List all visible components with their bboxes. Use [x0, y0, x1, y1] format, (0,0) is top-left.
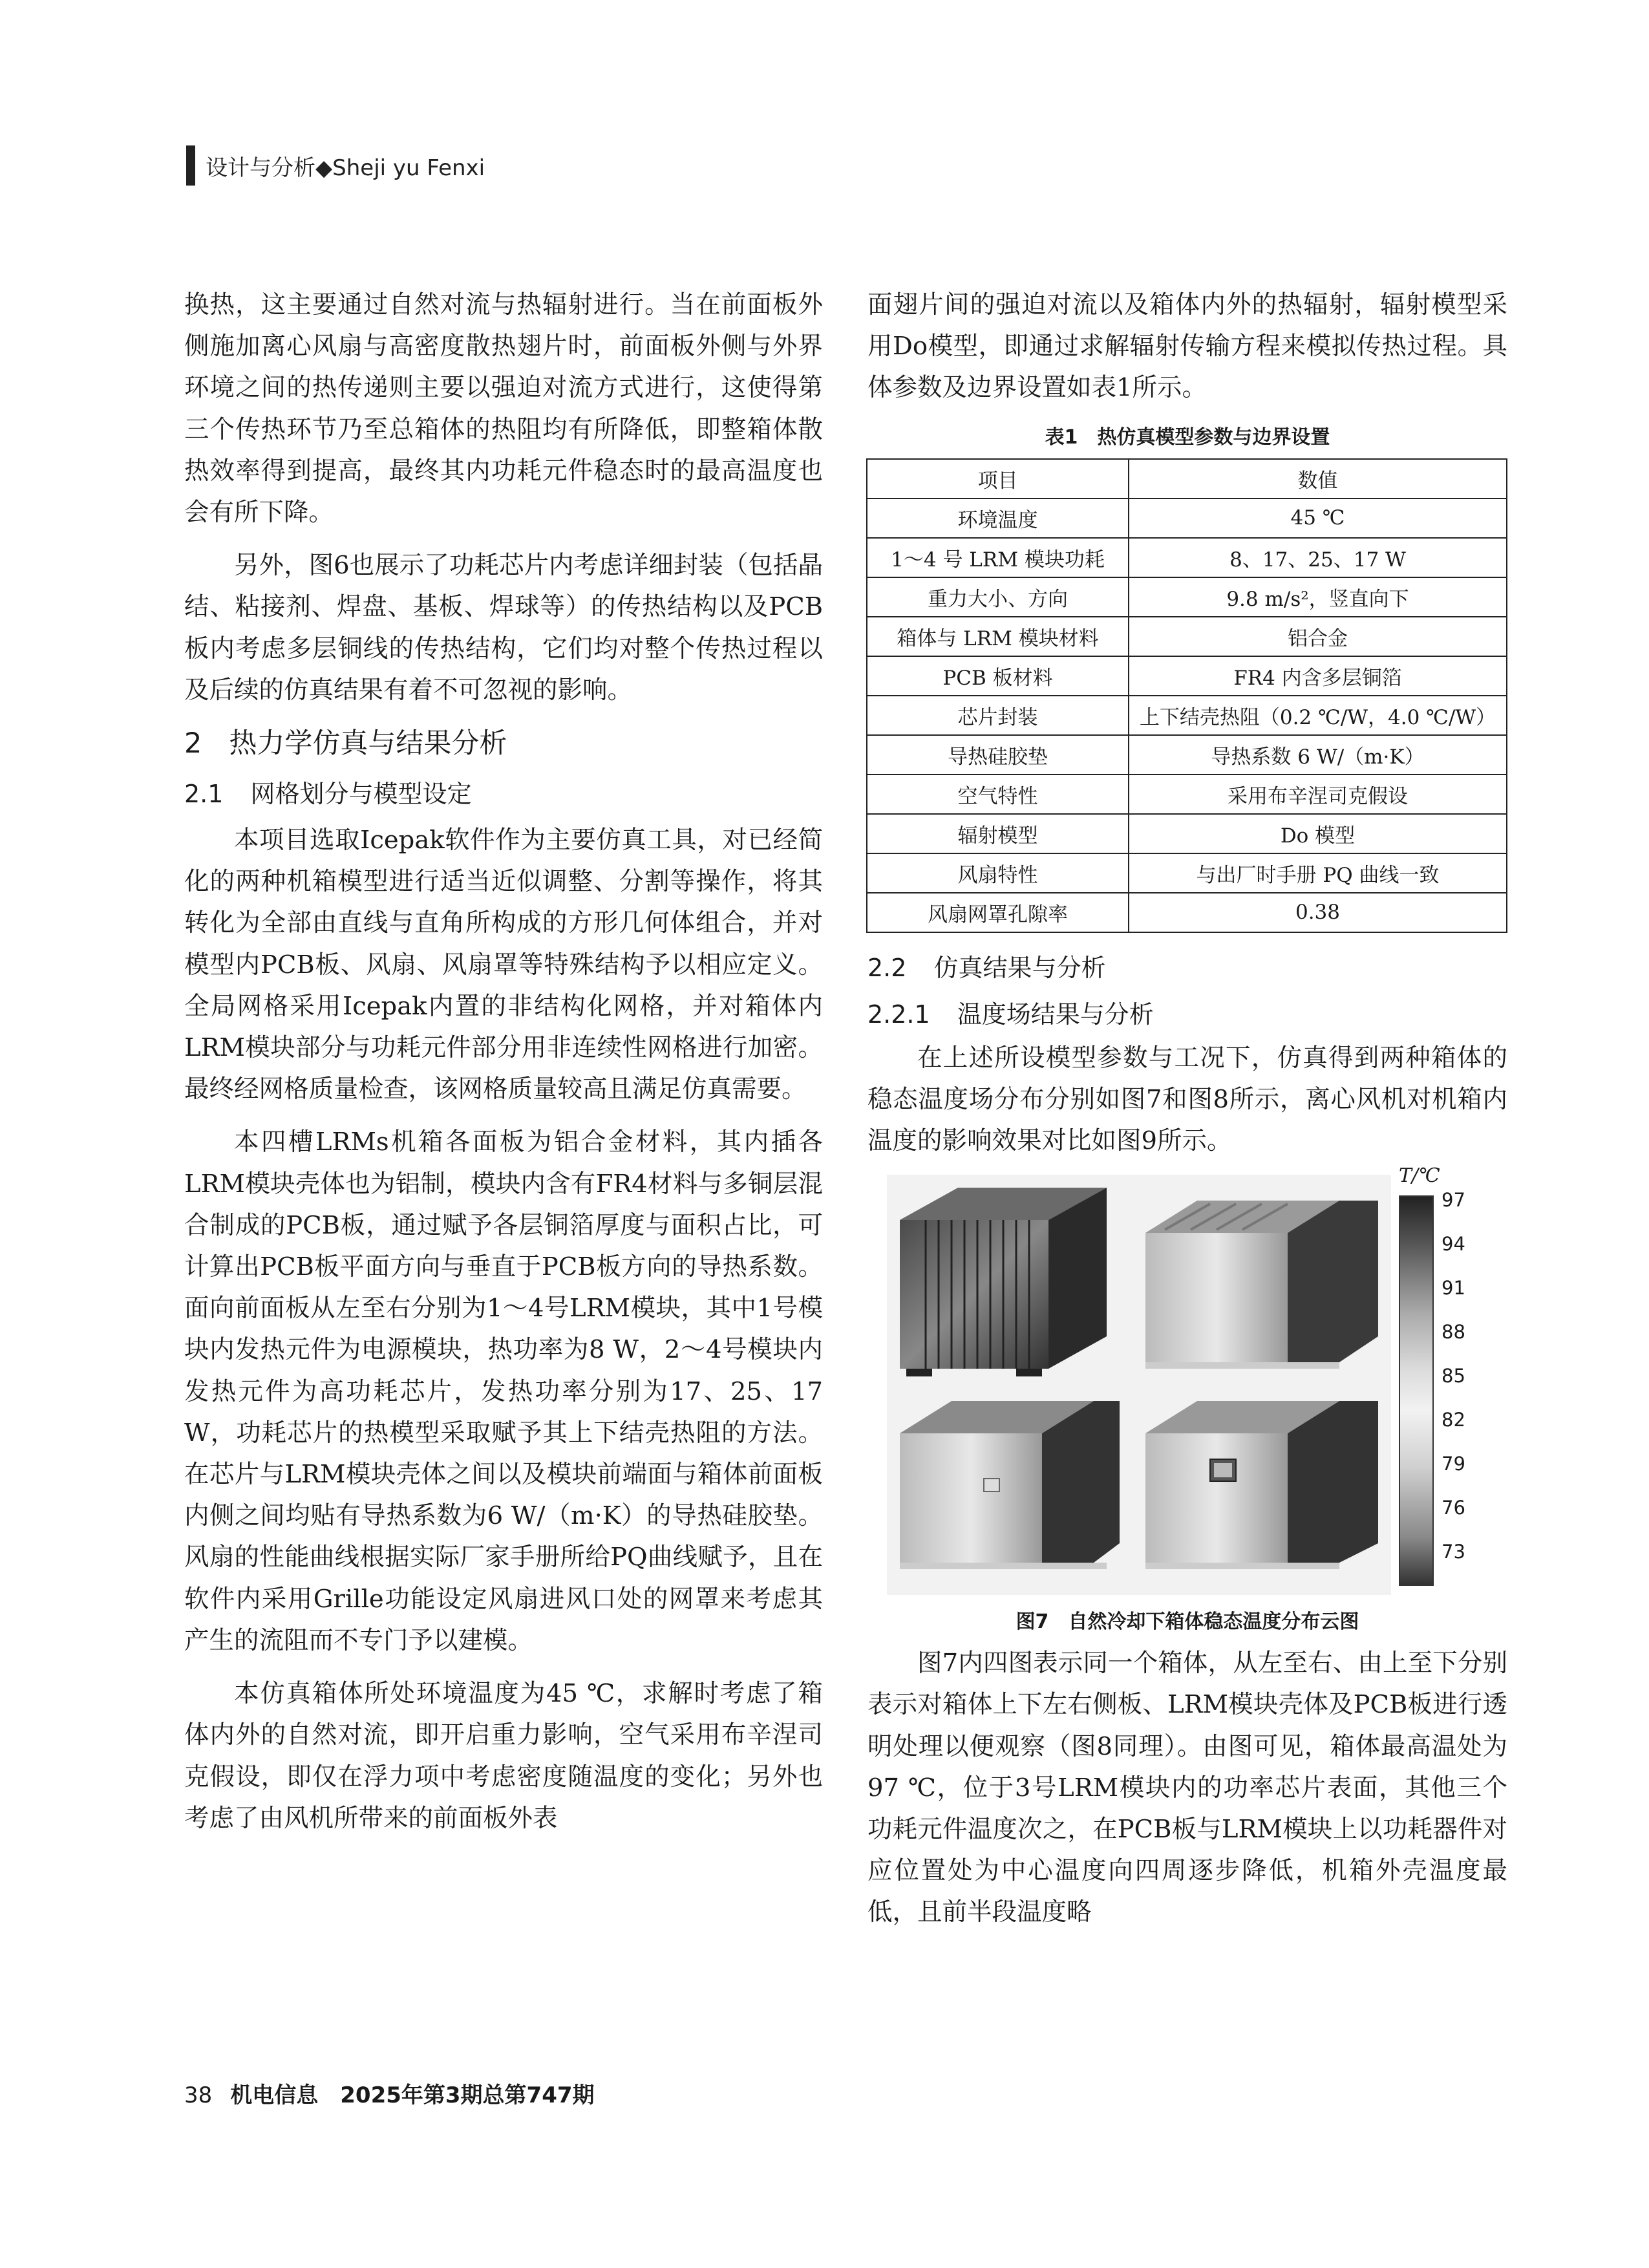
table-cell-value: 采用布辛涅司克假设 [1129, 775, 1507, 814]
table-cell-value: 0.38 [1129, 893, 1507, 932]
table-row [867, 538, 1507, 577]
table-cell-item: 芯片封装 [867, 696, 1129, 735]
table-row [867, 893, 1507, 932]
colorbar-tick: 73 [1442, 1541, 1465, 1563]
section-number: 2.2 [867, 953, 907, 982]
box-view-4 [1145, 1401, 1378, 1569]
table-cell-item: 辐射模型 [867, 814, 1129, 853]
section-title: 仿真结果与分析 [933, 953, 1106, 982]
page-number: 38 [184, 2082, 213, 2108]
subsubsection-heading [867, 994, 1507, 1035]
table-cell-item: 重力大小、方向 [867, 577, 1129, 617]
table-row [867, 814, 1507, 853]
table-cell-item: 空气特性 [867, 775, 1129, 814]
figure-7 [867, 1164, 1507, 1601]
running-header: 设计与分析◆Sheji yu Fenxi [206, 155, 485, 181]
box-view-3 [900, 1401, 1120, 1569]
left-column [184, 284, 823, 1851]
box-view-1 [900, 1188, 1107, 1376]
box-view-2 [1145, 1201, 1378, 1369]
temperature-contour-images [887, 1175, 1391, 1595]
table-row [867, 617, 1507, 656]
table-cell-value: 9.8 m/s²，竖直向下 [1129, 577, 1507, 617]
table-cell-value: 与出厂时手册 PQ 曲线一致 [1129, 853, 1507, 893]
section-title: 温度场结果与分析 [957, 1000, 1154, 1029]
table-cell-value: 45 ℃ [1129, 498, 1507, 538]
parameter-table [866, 458, 1507, 933]
table-row [867, 853, 1507, 893]
paragraph: 本四槽LRMs机箱各面板为铝合金材料，其内插各LRM模块壳体也为铝制，模块内含有FR4材料与多铜层混合制成的PCB板，通过赋予各层铜箔厚度与面积占比，可计算出PCB板平面方向与垂直于PCB板方向的导热系数。面向前面板从左至右分别为1～4号LRM模块，其中1号模块内发热元件为电源模块，热功率为8 W，2～4号模块内发热元件为高功耗芯片，发热功率分别为17、25、17 W，功耗芯片的热模型采取赋予其上下结壳热阻的方法。在芯片与LRM模块壳体之间以及模块前端面与箱体前面板内侧之间均贴有导热系数为6 W/（m·K）的导热硅胶垫。风扇的性能曲线根据实际厂家手册所给PQ曲线赋予，且在软件内采用Grille功能设定风扇进风口处的网罩来考虑其产生的流阻而不专门予以建模。 [184, 1128, 823, 1655]
table-cell-item: PCB 板材料 [867, 656, 1129, 696]
colorbar-tick: 97 [1442, 1189, 1465, 1212]
header-bar [186, 145, 195, 186]
section-number: 2.1 [184, 780, 224, 809]
paragraph: 换热，这主要通过自然对流与热辐射进行。当在前面板外侧施加离心风扇与高密度散热翅片时，前面板外侧与外界环境之间的热传递则主要以强迫对流方式进行，这使得第三个传热环节乃至总箱体的热阻均有所降低，即整箱体散热效率得到提高，最终其内功耗元件稳态时的最高温度也会有所下降。 [184, 290, 823, 528]
table-cell-value: 8、17、25、17 W [1129, 538, 1507, 577]
table-cell-value: FR4 内含多层铜箔 [1129, 656, 1507, 696]
colorbar-tick: 85 [1442, 1365, 1465, 1387]
colorbar-tick: 76 [1442, 1497, 1465, 1519]
right-column [867, 284, 1507, 1945]
paragraph: 本项目选取Icepak软件作为主要仿真工具，对已经简化的两种机箱模型进行适当近似调整、分割等操作，将其转化为全部由直线与直角所构成的方形几何体组合，并对模型内PCB板、风扇、风扇罩等特殊结构予以相应定义。全局网格采用Icepak内置的非结构化网格，并对箱体内LRM模块部分与功耗元件部分用非连续性网格进行加密。最终经网格质量检查，该网格质量较高且满足仿真需要。 [184, 826, 823, 1104]
table-cell-item: 风扇网罩孔隙率 [867, 893, 1129, 932]
section-number: 2.2.1 [867, 1000, 930, 1029]
section-heading [184, 723, 823, 764]
colorbar-tick: 79 [1442, 1453, 1465, 1475]
table-row [867, 577, 1507, 617]
paragraph: 本仿真箱体所处环境温度为45 ℃，求解时考虑了箱体内外的自然对流，即开启重力影响，空气采用布辛涅司克假设，即仅在浮力项中考虑密度随温度的变化；另外也考虑了由风机所带来的前面板外表 [184, 1679, 823, 1833]
table-row [867, 775, 1507, 814]
subsection-heading [867, 947, 1507, 989]
colorbar-tick: 82 [1442, 1409, 1465, 1431]
table-cell-value: 铝合金 [1129, 617, 1507, 656]
table-row [867, 696, 1507, 735]
subsection-heading [184, 773, 823, 815]
table-cell-value: Do 模型 [1129, 814, 1507, 853]
table-cell-item: 风扇特性 [867, 853, 1129, 893]
paragraph: 图7内四图表示同一个箱体，从左至右、由上至下分别表示对箱体上下左右侧板、LRM模块壳体及PCB板进行透明处理以便观察（图8同理）。由图可见，箱体最高温处为97 ℃，位于3号LRM模块内的功率芯片表面，其他三个功耗元件温度次之，在PCB板与LRM模块上以功耗器件对应位置处为中心温度向四周逐步降低，机箱外壳温度最低，且前半段温度略 [867, 1649, 1507, 1927]
table-cell-item: 导热硅胶垫 [867, 735, 1129, 775]
section-title: 网格划分与模型设定 [250, 780, 472, 809]
paragraph: 面翅片间的强迫对流以及箱体内外的热辐射，辐射模型采用Do模型，即通过求解辐射传输方程来模拟传热过程。具体参数及边界设置如表1所示。 [867, 290, 1507, 403]
colorbar-tick: 91 [1442, 1277, 1465, 1300]
table-caption: 表1 热仿真模型参数与边界设置 [1045, 425, 1330, 449]
table-row [867, 735, 1507, 775]
table-cell-item: 环境温度 [867, 498, 1129, 538]
table-header-cell: 数值 [1129, 459, 1507, 498]
colorbar-title: T/℃ [1399, 1164, 1440, 1188]
section-title: 热力学仿真与结果分析 [229, 727, 507, 760]
table-cell-value: 上下结壳热阻（0.2 ℃/W，4.0 ℃/W） [1129, 696, 1507, 735]
temperature-contour-svg [887, 1175, 1391, 1595]
section-number: 2 [184, 727, 202, 760]
figure-caption: 图7 自然冷却下箱体稳态温度分布云图 [1016, 1610, 1359, 1634]
table-row [867, 656, 1507, 696]
paragraph: 在上述所设模型参数与工况下，仿真得到两种箱体的稳态温度场分布分别如图7和图8所示，离心风机对机箱内温度的影响效果对比如图9所示。 [867, 1043, 1507, 1156]
colorbar-tick: 94 [1442, 1233, 1465, 1256]
table-row [867, 498, 1507, 538]
colorbar-tick: 88 [1442, 1321, 1465, 1343]
table-cell-value: 导热系数 6 W/（m·K） [1129, 735, 1507, 775]
table-cell-item: 箱体与 LRM 模块材料 [867, 617, 1129, 656]
colorbar [1399, 1195, 1434, 1586]
journal-info: 机电信息 2025年第3期总第747期 [230, 2082, 595, 2108]
paragraph: 另外，图6也展示了功耗芯片内考虑详细封装（包括晶结、粘接剂、焊盘、基板、焊球等）的传热结构以及PCB板内考虑多层铜线的传热结构，它们均对整个传热过程以及后续的仿真结果有着不可忽视的影响。 [184, 551, 823, 705]
table-header-row [867, 459, 1507, 498]
page-footer [184, 2077, 595, 2109]
table-header-cell: 项目 [867, 459, 1129, 498]
table-cell-item: 1～4 号 LRM 模块功耗 [867, 538, 1129, 577]
